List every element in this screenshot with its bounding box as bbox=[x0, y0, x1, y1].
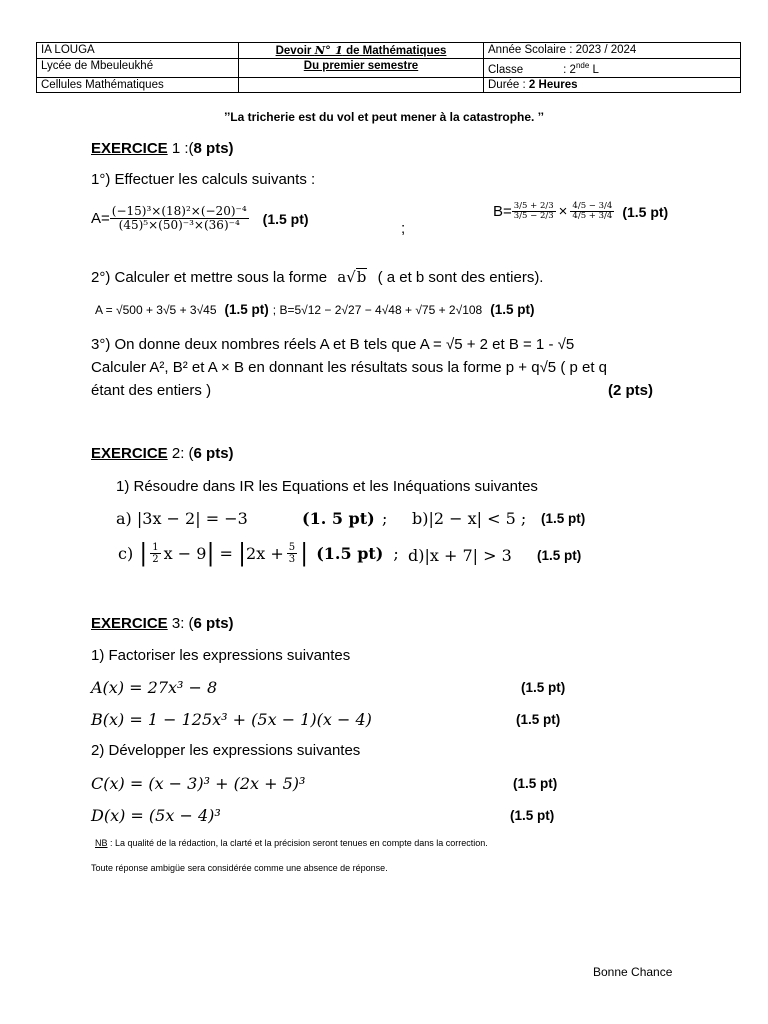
nb-note: NB : La qualité de la rédaction, la clarté et la précision seront tenues en compte dans la correction. bbox=[95, 838, 488, 848]
ex3-expression-c-points: (1.5 pt) bbox=[513, 776, 558, 791]
ex2-inequation-d-points: (1.5 pt) bbox=[537, 548, 582, 563]
ex2-equation-c: c) | $\frac{1}{2}$ x − 9 | = | 2x + $\frac{5}{3}$ | (1.5 pt) ; bbox=[118, 539, 399, 567]
exercise-3-heading: EXERCICE 3: (6 pts) bbox=[91, 615, 234, 632]
fraction-b-right: $\frac{4/5 - 3/4}{4/5 + 3/4}$ bbox=[572, 201, 613, 222]
ex1-question-3-line3: étant des entiers ) bbox=[91, 382, 212, 399]
ex1-question-3-points: (2 pts) bbox=[608, 382, 653, 399]
school-inspection: IA LOUGA bbox=[37, 43, 239, 59]
school-year: Année Scolaire : 2023 / 2024 bbox=[484, 43, 741, 59]
ex3-question-2: 2) Développer les expressions suivantes bbox=[91, 742, 361, 759]
separator: ; bbox=[401, 220, 406, 237]
class-cell: Classe : 2nde L bbox=[484, 59, 741, 78]
ex2-inequation-d: d)|x + 7| > 3 bbox=[408, 546, 512, 565]
ex2-equation-a-points: (1. 5 pt) bbox=[302, 509, 375, 528]
ex2-sep: ; bbox=[382, 509, 388, 528]
ex3-expression-a: A(x) = 27x³ − 8 bbox=[91, 678, 218, 697]
ex1-radicals-line: A = √500 + 3√5 + 3√45 (1.5 pt) ; B=5√12 − 2√27 − 4√48 + √75 + 2√108 (1.5 pt) bbox=[95, 302, 535, 317]
ex1-question-2: 2°) Calculer et mettre sous la forme a√b ( a et b sont des entiers). bbox=[91, 268, 544, 286]
semester: Du premier semestre bbox=[239, 59, 484, 78]
ex3-question-1: 1) Factoriser les expressions suivantes bbox=[91, 647, 351, 664]
header-table bbox=[36, 42, 741, 93]
ex1-expression-b: B= $\frac{3/5 + 2/3}{3/5 - 2/3}$ × $\frac{4/5 - 3/4}{4/5 + 3/4}$ (1.5 pt) bbox=[493, 201, 669, 222]
department: Cellules Mathématiques bbox=[37, 77, 239, 92]
ex1-expression-a: A= $\frac{\text{(−15)³×(18)²×(−20)⁻⁴}}{\text{(45)⁵×(50)⁻³×(36)⁻⁴}}$ (1.5 pt) bbox=[91, 204, 309, 233]
signoff: Bonne Chance bbox=[593, 965, 673, 979]
fraction-b-left: $\frac{3/5 + 2/3}{3/5 - 2/3}$ bbox=[513, 201, 554, 222]
ex3-expression-a-points: (1.5 pt) bbox=[521, 680, 566, 695]
ex3-expression-d: D(x) = (5x − 4)³ bbox=[91, 806, 221, 825]
exercise-2-heading: EXERCICE 2: (6 pts) bbox=[91, 445, 234, 462]
ex3-expression-b: B(x) = 1 − 125x³ + (5x − 1)(x − 4) bbox=[91, 710, 372, 729]
exercise-1-heading: EXERCICE 1 :(8 pts) bbox=[91, 140, 234, 157]
ex3-expression-d-points: (1.5 pt) bbox=[510, 808, 555, 823]
ex1-question-3-line2: Calculer A², B² et A × B en donnant les résultats sous la forme p + q√5 ( p et q bbox=[91, 359, 608, 376]
ex2-inequation-b: b)|2 − x| < 5 ; bbox=[412, 509, 527, 528]
ex3-expression-c: C(x) = (x − 3)³ + (2x + 5)³ bbox=[91, 774, 306, 793]
empty-cell bbox=[239, 77, 484, 92]
duration-cell: Durée : 2 Heures bbox=[484, 77, 741, 92]
school-name: Lycée de Mbeuleukhé bbox=[37, 59, 239, 78]
ex2-question-1: 1) Résoudre dans IR les Equations et les Inéquations suivantes bbox=[116, 478, 538, 495]
ex3-expression-b-points: (1.5 pt) bbox=[516, 712, 561, 727]
motto: ’’La tricherie est du vol et peut mener à la catastrophe. ’’ bbox=[224, 110, 544, 124]
ex2-inequation-b-points: (1.5 pt) bbox=[541, 511, 586, 526]
exam-title: Devoir N° 1 de Mathématiques bbox=[239, 43, 484, 59]
ex1-question-3-line1: 3°) On donne deux nombres réels A et B tels que A = √5 + 2 et B = 1 - √5 bbox=[91, 336, 575, 353]
ambiguity-note: Toute réponse ambigüe sera considérée comme une absence de réponse. bbox=[91, 863, 388, 873]
ex1-question-1: 1°) Effectuer les calculs suivants : bbox=[91, 171, 316, 188]
ex2-equation-a: a) |3x − 2| = −3 bbox=[116, 509, 248, 528]
fraction-a: $\frac{\text{(−15)³×(18)²×(−20)⁻⁴}}{\text{(45)⁵×(50)⁻³×(36)⁻⁴}}$ bbox=[111, 204, 247, 233]
